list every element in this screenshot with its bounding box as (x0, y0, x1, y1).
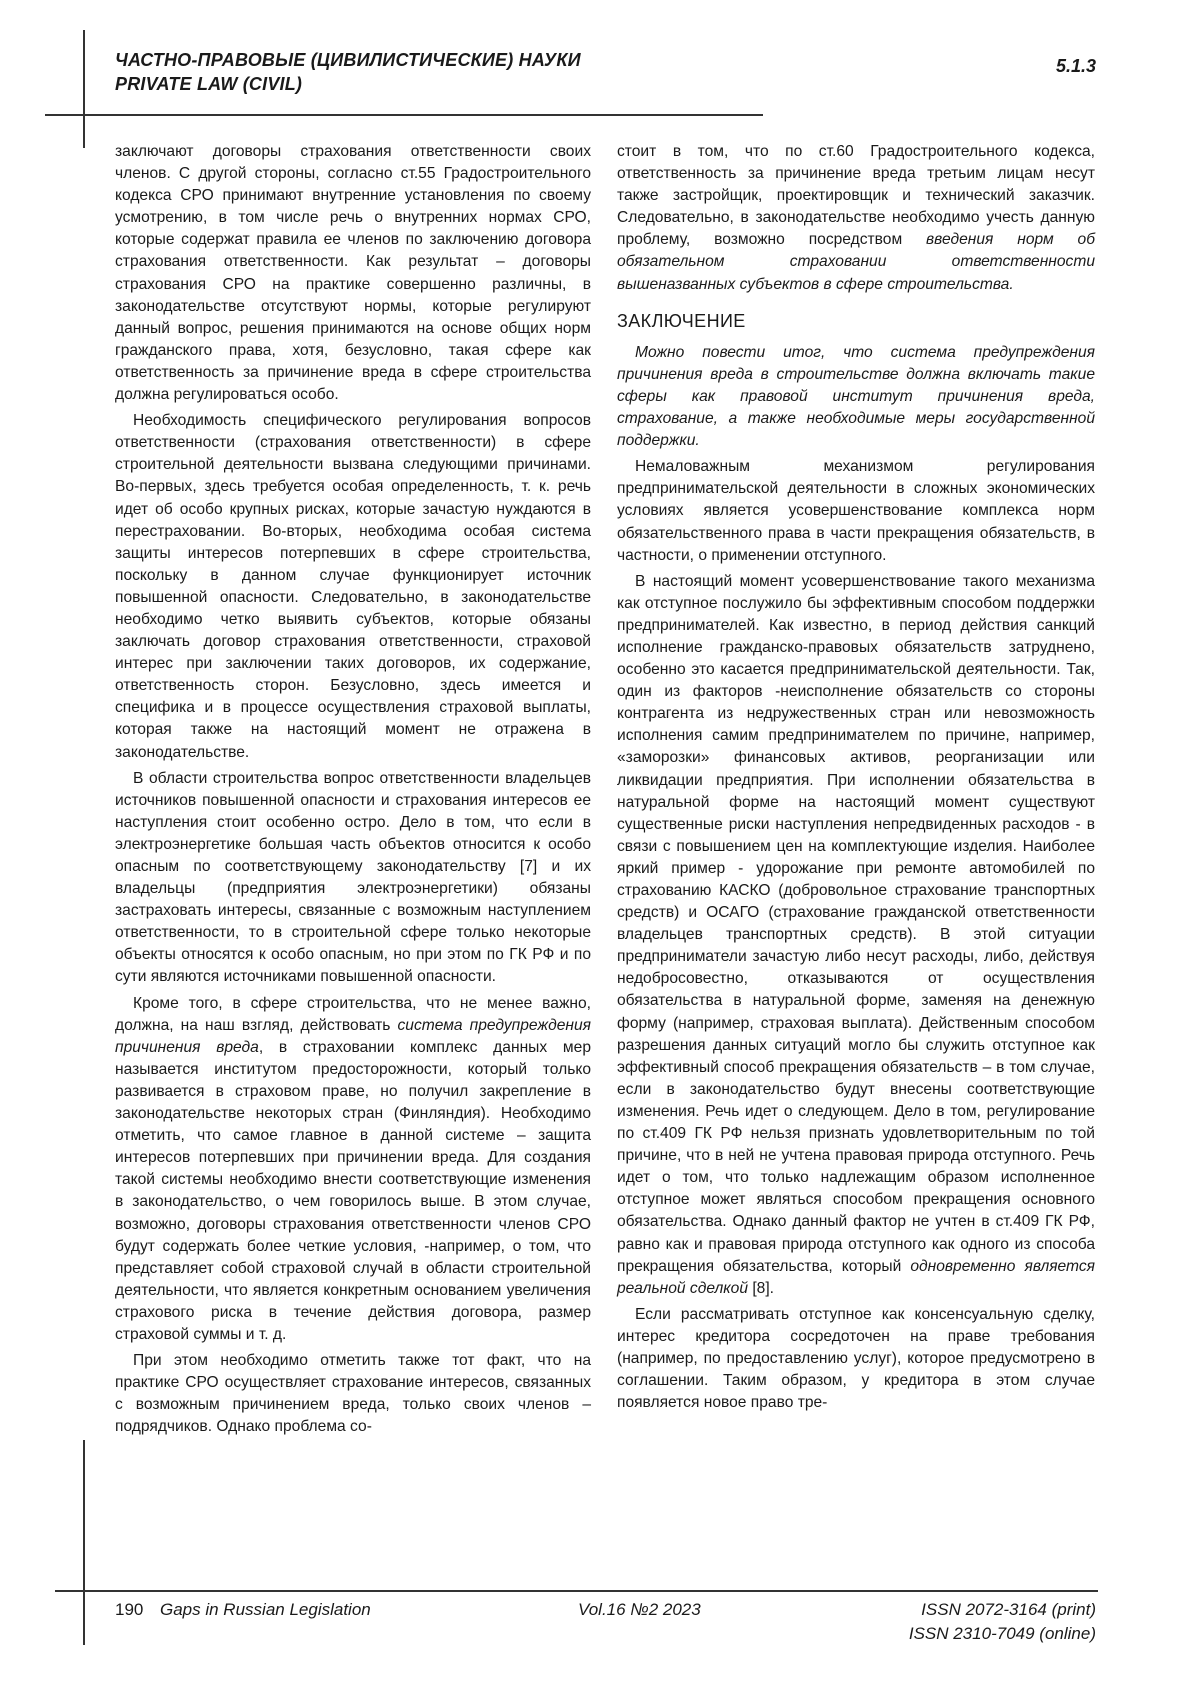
text-run: стоит в том, что по ст.60 Градостроительного кодекса, ответственность за причинение вреда третьим лицам несут также застройщик, проектировщик и технический заказчик. Следовательно, в законодательстве необходимо учесть данную проблему, возможно посредством (617, 143, 1095, 249)
left-column (115, 141, 591, 1442)
paragraph: Если рассматривать отступное как консенсуальную сделку, интерес кредитора сосредоточен на праве требования (например, по предоставлению услуг), которое предусмотрено в соглашении. Таким образом, у кредитора в этом случае появляется новое право тре- (617, 1305, 1095, 1412)
section-heading-conclusion: ЗАКЛЮЧЕНИЕ (617, 310, 746, 331)
paragraph: При этом необходимо отметить также тот факт, что на практике СРО осуществляет страхование интересов, связанных с возможным причинением вреда, только своих членов – подрядчиков. Однако проблема со- (115, 1352, 591, 1436)
paragraph: Немаловажным механизмом регулирования предпринимательской деятельности в сложных экономических условиях является усовершенствование комплекса норм обязательственного права в части прекращения обязательств, в частности, о применении отступного. (617, 458, 1095, 564)
header-section-ru: ЧАСТНО-ПРАВОВЫЕ (ЦИВИЛИСТИЧЕСКИЕ) НАУКИ (115, 50, 581, 70)
volume-issue: Vol.16 №2 2023 (578, 1600, 701, 1619)
issn-block (909, 1598, 1096, 1646)
issn-online: ISSN 2310-7049 (online) (908, 1624, 1096, 1643)
paragraph: Необходимость специфического регулирования вопросов ответственности (страхования ответственности) в сфере строительной деятельности вызвана следующими причинами. Во-первых, здесь требуется особая определенность, т. к. речь идет об особо крупных рисках, которые зачастую нуждаются в перестраховании. Во-вторых, необходима особая система защиты интересов потерпевших в сфере строительства, поскольку в данном случае функционирует источник повышенной опасности. Следовательно, в законодательстве необходимо четко выявить субъектов, которые обязаны заключать договор страхования ответственности, страховой интерес при заключении таких договоров, их содержание, ответственность сторон. Безусловно, здесь имеется и специфика и в процессе осуществления страховой выплаты, которая также на настоящий момент не отражена в законодательстве. (115, 412, 591, 761)
right-column (617, 141, 1095, 1418)
emphasis: введения норм об обязательном страховании ответственности вышеназванных субъектов в сфере строительства. (617, 231, 1095, 293)
emphasis: система предупреждения причинения вреда (115, 1016, 591, 1056)
text-run: Кроме того, в сфере строительства, что не менее важно, должна, на наш взгляд, действовать (115, 994, 591, 1034)
paragraph (617, 571, 1095, 1300)
footer-vertical-rule (83, 1440, 85, 1645)
text-run: , в страховании комплекс данных мер называется институтом предосторожности, который только развивается в страховом праве, но получил закрепление в законодательстве некоторых стран (Финляндия). Необходимо отметить, что самое главное в данной системе – защита интересов потерпевших при причинении вреда. Для создания такой системы необходимо внести соответствующие изменения в законодательство, о чем говорилось выше. В этом случае, возможно, договоры страхования ответственности членов СРО будут содержать более четкие условия, -например, о том, что представляет собой страховой случай в области строительной деятельности, что является конкретным основанием увеличения страхового риска в течение действия договора, размер страховой суммы и т. д. (115, 1038, 591, 1343)
paragraph: заключают договоры страхования ответственности своих членов. С другой стороны, согласно ст.55 Градостроительного кодекса СРО принимают внутренние установления по своему усмотрению, в том числе речь о внутренних нормах СРО, которые содержат правила ее членов по заключению договора страхования ответственности. Как результат – договоры страхования СРО на практике совершенно различны, в законодательстве отсутствуют нормы, которые регулируют данный вопрос, решения принимаются на основе общих норм гражданского права, хотя, безусловно, такая сфере как ответственность за причинение вреда в сфере строительства должна регулироваться особо. (115, 143, 591, 404)
issn-print: ISSN 2072-3164 (print) (921, 1600, 1096, 1619)
header-vertical-rule (83, 30, 85, 148)
page-number: 190 (115, 1600, 144, 1619)
header-section-en: PRIVATE LAW (CIVIL) (115, 74, 303, 94)
paragraph-italic: Можно повести итог, что система предупреждения причинения вреда в строительстве должна включать такие сферы как правовой институт причинения вреда, страхование, а также необходимые меры государственной поддержки. (617, 343, 1095, 450)
running-header (115, 48, 581, 96)
footer-horizontal-rule (55, 1590, 1098, 1592)
emphasis: одновременно является реальной сделкой (617, 1257, 1096, 1297)
journal-name: Gaps in Russian Legislation (160, 1600, 371, 1619)
header-horizontal-rule (45, 114, 763, 116)
paragraph: В области строительства вопрос ответственности владельцев источников повышенной опасности и страхования интересов ее наступления стоит особенно остро. Дело в том, что если в электроэнергетике большая часть объектов относится к особо опасным по соответствующему законодательству [7] и их владельцы (предприятия электроэнергетики) обязаны застраховать интересы, связанные с возможным наступлением ответственности, то в строительной сфере только некоторые объекты относятся к особо опасным, но при этом по ГК РФ и по сути являются источниками повышенной опасности. (115, 769, 591, 986)
text-run: В настоящий момент усовершенствование такого механизма как отступное послужило бы эффективным способом поддержки предпринимателей. Как известно, в период действия санкций исполнение гражданско-правовых обязательств затруднено, особенно это касается предпринимательской деятельности. Так, один из факторов -неисполнение обязательств со стороны контрагента из недружественных стран или невозможность исполнения самим предпринимателем по причине, например, «заморозки» финансовых активов, реорганизации или ликвидации предприятия. При исполнении обязательства в натуральной форме на настоящий момент существуют существенные риски наступления непредвиденных расходов - в связи с повышением цен на комплектующие изделия. Наиболее яркий пример - удорожание при ремонте автомобилей по страхованию КАСКО (добровольное страхование транспортных средств) и ОСАГО (страхование гражданской ответственности владельцев транспортных средств). В этой ситуации предприниматели зачастую либо несут расходы, либо, действуя недобросовестно, отказываются от осуществления обязательства в натуральной форме, заменяя на денежную форму (например, страховая выплата). Действенным способом разрешения данных ситуаций могло бы служить отступное как эффективный способ прекращения обязательств – в том случае, если в законодательство будут внесены соответствующие изменения. Речь идет о следующем. Дело в том, регулирование по ст.409 ГК РФ нельзя признать удовлетворительным по той причине, что в ней не учтена правовая природа отступного. Речь идет о том, что только надлежащим образом исполненное отступное может являться способом прекращения основного обязательства. Однако данный фактор не учтен в ст.409 ГК РФ, равно как и правовая природа отступного как одного из способа прекращения обязательства, который (617, 572, 1095, 1275)
paragraph (115, 993, 591, 1347)
paragraph (617, 141, 1095, 296)
text-run: [8]. (748, 1279, 775, 1297)
specialty-code: 5.1.3 (1055, 56, 1096, 76)
